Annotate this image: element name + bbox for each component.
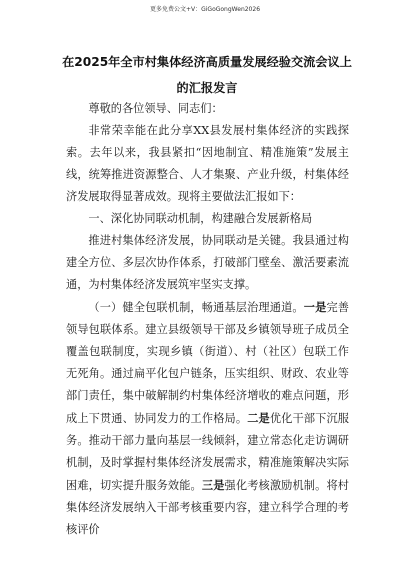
header-note: 更多免费公文+V：GiGoGongWen2026: [149, 6, 261, 13]
section1-heading: 一、深化协同联动机制，构建融合发展新格局: [88, 212, 313, 225]
subsection1-paragraph: [66, 296, 349, 541]
document-title: 在2025年全市村集体经济高质量发展经验交流会议上的汇报发言: [62, 55, 352, 95]
point1-label: 一是: [303, 300, 327, 314]
subsection1-heading: （一）健全包联机制，畅通基层治理通道。: [88, 301, 304, 314]
section1-lead-paragraph: 推进村集体经济发展，协同联动是关键。我县通过构建全方位、多层次协作体系，打破部门壁垒、激活要素流通，为村集体经济发展筑牢坚实支撑。: [66, 234, 349, 291]
point2-text: 优化干部下沉服务。推动干部力量向基层一线倾斜，建立常态化走访调研机制，及时掌握村集体经济发展需求，精准施策解决实际困难，切实提升服务效能。: [66, 412, 349, 492]
document-body: [66, 98, 349, 541]
point3-text: 强化考核激励机制。将村集体经济发展纳入干部考核重要内容，建立科学合理的考核评价: [66, 479, 349, 536]
point1-text: 完善领导包联体系。建立县级领导干部及乡镇领导班子成员全覆盖包联制度，实现乡镇（街道）、村（社区）包联工作无死角。通过扁平化包户链条，压实组织、财政、农业等部门责任，集中破解制约村集体经济增收的难点问题，形成上下贯通、协同发力的工作格局。: [66, 301, 349, 425]
point2-label: 二是: [247, 411, 270, 425]
salutation: 尊敬的各位领导、同志们：: [88, 102, 223, 115]
intro-paragraph: 非常荣幸能在此分享XX县发展村集体经济的实践探索。去年以来，我县紧扣“因地制宜、精准施策”发展主线，统筹推进资源整合、人才集聚、产业升级，村集体经济发展取得显著成效。现将主要做法汇报如下：: [66, 124, 349, 203]
point3-label: 三是: [201, 478, 225, 492]
